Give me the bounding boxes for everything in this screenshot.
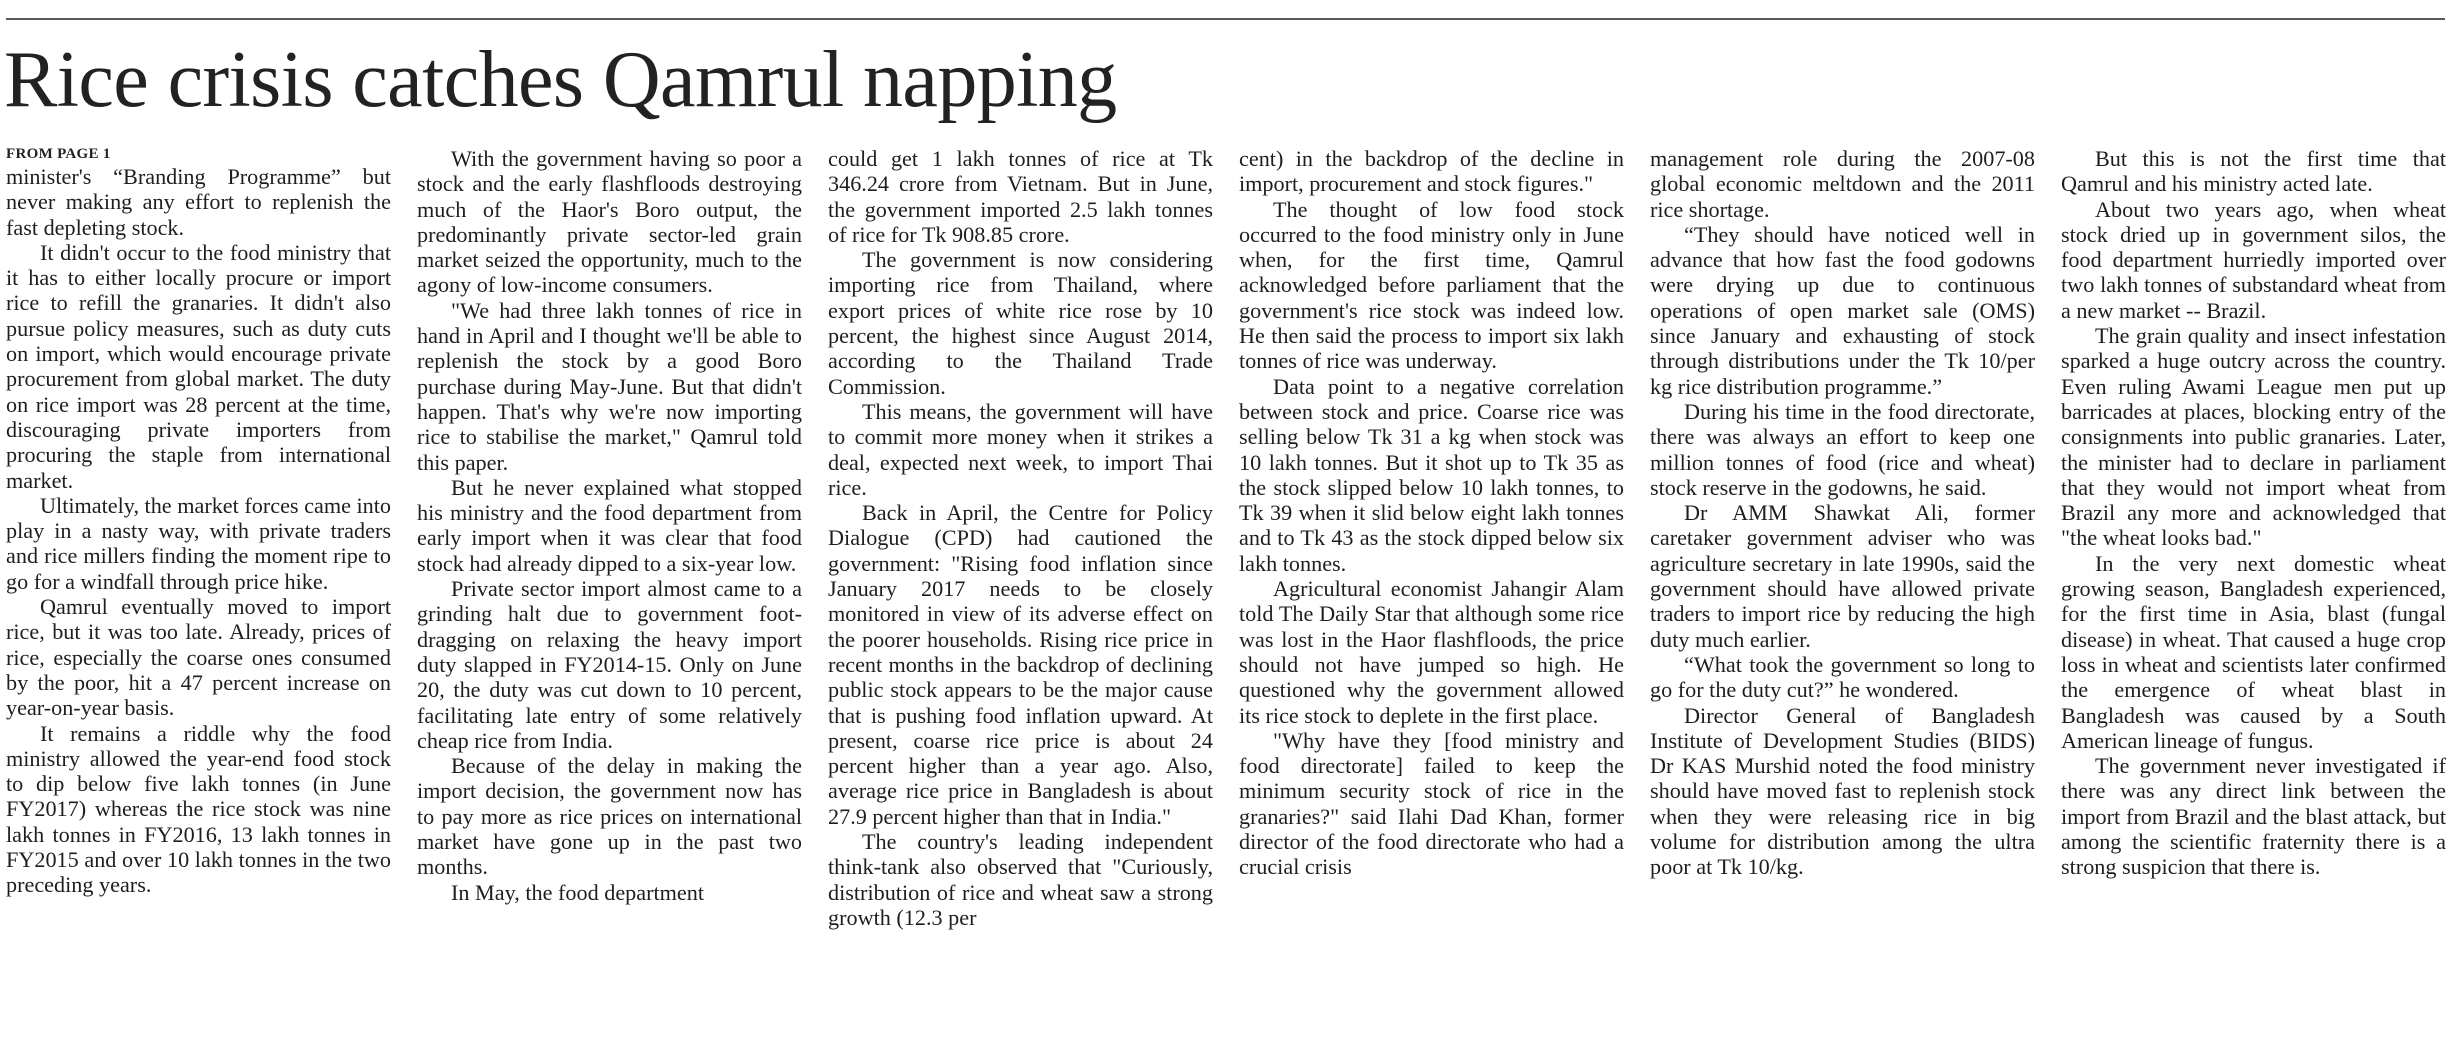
- column-4: [1239, 146, 1624, 1056]
- paragraph: The government never investigated if there was any direct link between the import from Brazil and the blast attack, but among the scientific fraternity there is a strong suspicion that there is.: [2061, 753, 2446, 880]
- paragraph: The thought of low food stock occurred to the food ministry only in June when, for the first time, Qamrul acknowledged before parliament that the government's rice stock was indeed low. He then said the process to import six lakh tonnes of rice was underway.: [1239, 196, 1624, 374]
- paragraph: Back in April, the Centre for Policy Dialogue (CPD) had cautioned the government: "Rising food inflation since January 2017 needs to be closely monitored in view of its adverse effect on the poorer households. Rising rice price in recent months in the backdrop of declining public stock appears to be the major cause that is pushing food inflation upward. At present, coarse rice price is about 24 percent higher than a year ago. Also, average rice price in Bangladesh is about 27.9 percent higher than that in India.": [828, 500, 1213, 829]
- paragraph: Agricultural economist Jahangir Alam told The Daily Star that although some rice was lost in the Haor flashfloods, the price should not have jumped so high. He questioned why the government allowed its rice stock to deplete in the first place.: [1239, 576, 1624, 728]
- column-2: [417, 146, 802, 1056]
- paragraph: "We had three lakh tonnes of rice in hand in April and I thought we'll be able to replenish the stock by a good Boro purchase during May-June. But that didn't happen. That's why we're now importing rice to stabilise the market," Qamrul told this paper.: [417, 297, 802, 475]
- paragraph: Ultimately, the market forces came into play in a nasty way, with private traders and rice millers finding the moment ripe to go for a windfall through price hike.: [6, 492, 391, 594]
- paragraph: could get 1 lakh tonnes of rice at Tk 346.24 crore from Vietnam. But in June, the government imported 2.5 lakh tonnes of rice for Tk 908.85 crore.: [828, 146, 1213, 247]
- paragraph: The government is now considering importing rice from Thailand, where export prices of white rice rose by 10 percent, the highest since August 2014, according to the Thailand Trade Commission.: [828, 247, 1213, 399]
- paragraph: “What took the government so long to go for the duty cut?” he wondered.: [1650, 651, 2035, 703]
- paragraph: cent) in the backdrop of the decline in import, procurement and stock figures.": [1239, 146, 1624, 197]
- article-body: [6, 146, 2446, 1056]
- paragraph: But this is not the first time that Qamrul and his ministry acted late.: [2061, 146, 2446, 197]
- paragraph: Data point to a negative correlation between stock and price. Coarse rice was selling below Tk 31 a kg when stock was 10 lakh tonnes. But it shot up to Tk 35 as the stock slipped below 10 lakh tonnes, to Tk 39 when it slid below eight lakh tonnes and to Tk 43 as the stock dipped below six lakh tonnes.: [1239, 373, 1624, 576]
- paragraph: Qamrul eventually moved to import rice, but it was too late. Already, prices of rice, especially the coarse ones consumed by the poor, hit a 47 percent increase on year-on-year basis.: [6, 594, 391, 721]
- column-3: [828, 146, 1213, 1056]
- column-6: [2061, 146, 2446, 1056]
- paragraph: In the very next domestic wheat growing season, Bangladesh experienced, for the first time in Asia, blast (fungal disease) in wheat. That caused a huge crop loss in wheat and scientists later confirmed the emergence of wheat blast in Bangladesh was caused by a South American lineage of fungus.: [2061, 550, 2446, 753]
- paragraph: This means, the government will have to commit more money when it strikes a deal, expected next week, to import Thai rice.: [828, 398, 1213, 500]
- column-1: [6, 146, 391, 1056]
- continuation-label: FROM PAGE 1: [6, 146, 111, 162]
- paragraph: But he never explained what stopped his ministry and the food department from early import when it was clear that food stock had already dipped to a six-year low.: [417, 474, 802, 576]
- paragraph: management role during the 2007-08 global economic meltdown and the 2011 rice shortage.: [1650, 146, 2035, 222]
- paragraph: With the government having so poor a stock and the early flashfloods destroying much of the Haor's Boro output, the predominantly private sector-led grain market seized the opportunity, much to the agony of low-income consumers.: [417, 146, 802, 298]
- paragraph: Private sector import almost came to a grinding halt due to government foot-dragging on relaxing the heavy import duty slapped in FY2014-15. Only on June 20, the duty was cut down to 10 percent, facilitating late entry of some relatively cheap rice from India.: [417, 576, 802, 753]
- headline: Rice crisis catches Qamrul napping: [4, 36, 1117, 124]
- top-rule: [6, 18, 2445, 20]
- paragraph: Because of the delay in making the import decision, the government now has to pay more as rice prices on international market have gone up in the past two months.: [417, 753, 802, 880]
- paragraph: About two years ago, when wheat stock dried up in government silos, the food department hurriedly imported over two lakh tonnes of substandard wheat from a new market -- Brazil.: [2061, 196, 2446, 323]
- paragraph: In May, the food department: [451, 879, 705, 905]
- paragraph: The grain quality and insect infestation sparked a huge outcry across the country. Even ruling Awami League men put up barricades at places, blocking entry of the consignments into public granaries. Later, the minister had to declare in parliament that they would not import wheat from Brazil any more and acknowledged that "the wheat looks bad.": [2061, 323, 2446, 551]
- column-5: [1650, 146, 2035, 1056]
- paragraph: It didn't occur to the food ministry that it has to either locally procure or import rice to refill the granaries. It didn't also pursue policy measures, such as duty cuts on import, which would encourage private procurement from global market. The duty on rice import was 28 percent at the time, discouraging private importers from procuring the staple from international market.: [6, 239, 391, 493]
- paragraph: “They should have noticed well in advance that how fast the food godowns were drying up due to continuous operations of open market sale (OMS) since January and exhausting of stock through distributions under the Tk 10/per kg rice distribution programme.”: [1650, 221, 2035, 399]
- paragraph: During his time in the food directorate, there was always an effort to keep one million tonnes of food (rice and wheat) stock reserve in the godowns, he said.: [1650, 398, 2035, 500]
- paragraph: minister's “Branding Programme” but never making any effort to replenish the fast depleting stock.: [6, 164, 391, 240]
- paragraph: Director General of Bangladesh Institute of Development Studies (BIDS) Dr KAS Murshid noted the food ministry should have moved fast to replenish stock when they were releasing rice in big volume for distribution among the ultra poor at Tk 10/kg.: [1650, 702, 2035, 880]
- paragraph: It remains a riddle why the food ministry allowed the year-end food stock to dip below five lakh tonnes (in June FY2017) whereas the rice stock was nine lakh tonnes in FY2016, 13 lakh tonnes in FY2015 and over 10 lakh tonnes in the two preceding years.: [6, 720, 391, 898]
- paragraph: The country's leading independent think-tank also observed that "Curiously, distribution of rice and wheat saw a strong growth (12.3 per: [828, 829, 1213, 930]
- paragraph: "Why have they [food ministry and food directorate] failed to keep the minimum security stock of rice in the granaries?" said Ilahi Dad Khan, former director of the food directorate who had a crucial crisis: [1239, 727, 1624, 880]
- paragraph: Dr AMM Shawkat Ali, former caretaker government adviser who was agriculture secretary in late 1990s, said the government should have allowed private traders to import rice by reducing the high duty much earlier.: [1650, 500, 2035, 652]
